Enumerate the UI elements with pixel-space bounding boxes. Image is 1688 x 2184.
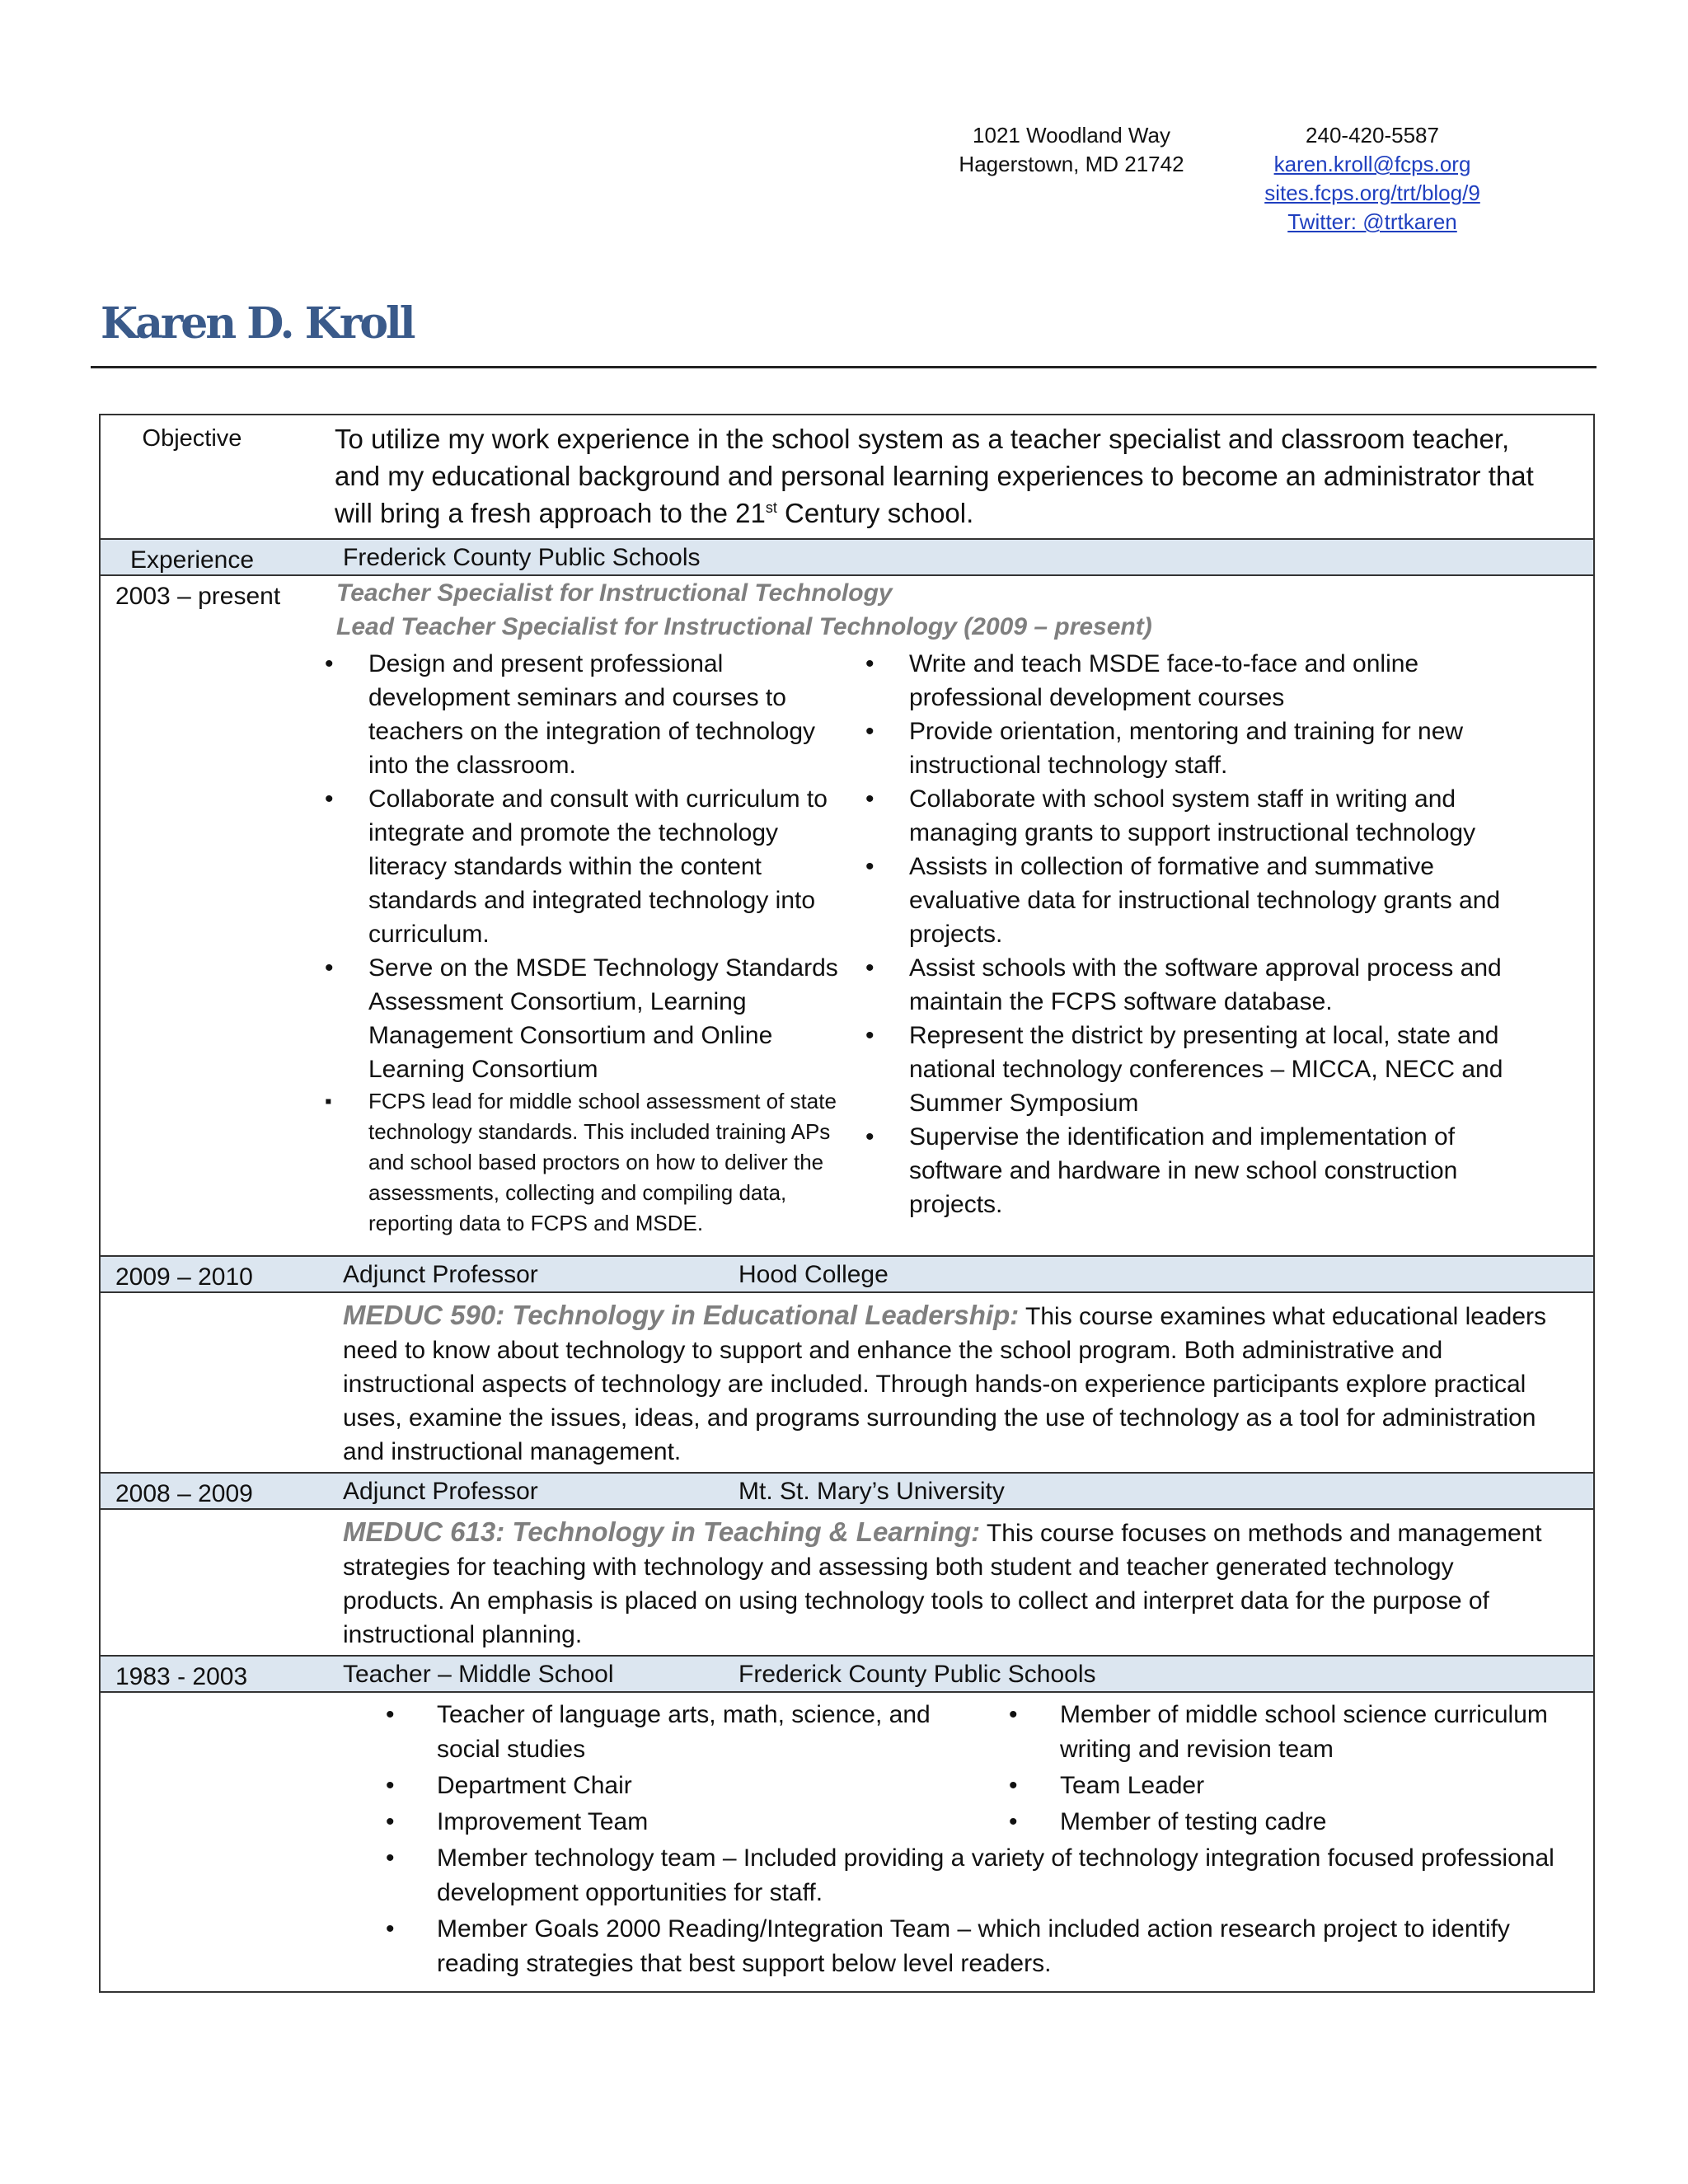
- hood-row: [101, 1291, 1593, 1472]
- objective-row: [101, 415, 1593, 538]
- list-item: • Teacher of language arts, math, science, and social studies: [376, 1698, 999, 1767]
- msm-employer: Mt. St. Mary’s University: [738, 1477, 1005, 1505]
- hood-course-description: This course examines what educational leaders need to know about technology to support and enhance the school program. Both administrative and instructional aspects of technology are included. Through hands-on experience participants explore practical uses, examine the issues, ideas, and programs surrounding the use of technology as a tool for administration and instructional management.: [343, 1303, 1547, 1465]
- msm-position: Adjunct Professor: [343, 1477, 538, 1505]
- objective-text: To utilize my work experience in the school system as a teacher specialist and classroom teacher, and my educational background and personal learning experiences to become an administrator that will bring a fresh approach to the 21st Century school.: [335, 424, 1534, 528]
- teacher-position: Teacher – Middle School: [343, 1660, 614, 1688]
- contact-info: [1220, 121, 1525, 237]
- objective-label: Objective: [142, 425, 242, 452]
- list-item: • Assist schools with the software approval process and maintain the FCPS software database.: [857, 951, 1552, 1019]
- list-item: • Improvement Team: [376, 1805, 999, 1840]
- list-item: • Supervise the identification and implementation of software and hardware in new school construction projects.: [857, 1120, 1552, 1221]
- list-item: • Team Leader: [999, 1769, 1560, 1803]
- experience-header-row: [101, 538, 1593, 574]
- list-item: • Write and teach MSDE face-to-face and online professional development courses: [857, 647, 1552, 715]
- role-title-1: Teacher Specialist for Instructional Technology: [336, 579, 893, 607]
- hood-dates: 2009 – 2010: [115, 1263, 253, 1291]
- fcps-duties-right: [857, 647, 1552, 1239]
- teacher-dates: 1983 - 2003: [115, 1662, 248, 1690]
- fcps-row: [101, 574, 1593, 1255]
- hood-employer: Hood College: [738, 1260, 889, 1288]
- fcps-duties-left: [316, 647, 857, 1239]
- list-item: • Department Chair: [376, 1769, 999, 1803]
- list-item: • Member of testing cadre: [999, 1805, 1560, 1840]
- msm-dates: 2008 – 2009: [115, 1479, 253, 1507]
- msm-header-row: [101, 1472, 1593, 1508]
- list-item: ▪ FCPS lead for middle school assessment of state technology standards. This included training APs and school based proctors on how to deliver the assessments, collecting and compiling data, reporting data to FCPS and MSDE.: [316, 1086, 857, 1239]
- list-item: • Serve on the MSDE Technology Standards Assessment Consortium, Learning Management Consortium and Online Learning Consortium: [316, 951, 857, 1086]
- fcps-employer: Frederick County Public Schools: [343, 543, 701, 571]
- blog-link[interactable]: sites.fcps.org/trt/blog/9: [1264, 180, 1480, 205]
- phone-number: 240-420-5587: [1306, 123, 1439, 148]
- list-item: • Member Goals 2000 Reading/Integration Team – which included action research project to identify reading strategies that best support below level readers.: [376, 1912, 1560, 1981]
- teacher-duties-right: [999, 1698, 1560, 1841]
- teacher-duties-full: [376, 1841, 1560, 1981]
- list-item: • Member technology team – Included providing a variety of technology integration focused professional development opportunities for staff.: [376, 1841, 1560, 1910]
- resume-table: [99, 414, 1595, 1993]
- teacher-duties: [316, 1693, 1593, 1991]
- list-item: • Collaborate and consult with curriculum to integrate and promote the technology literacy standards within the content standards and integrated technology into curriculum.: [316, 782, 857, 951]
- email-link[interactable]: karen.kroll@fcps.org: [1273, 152, 1471, 176]
- teacher-header-row: [101, 1655, 1593, 1691]
- hood-position: Adjunct Professor: [343, 1260, 538, 1288]
- twitter-link[interactable]: Twitter: @trtkaren: [1287, 209, 1457, 234]
- msm-course-description: This course focuses on methods and management strategies for teaching with technology and assessing both student and teacher generated technology products. An emphasis is placed on using technology tools to collect and interpret data for the purpose of instructional planning.: [343, 1520, 1542, 1648]
- msm-course: [316, 1510, 1593, 1655]
- list-item: • Provide orientation, mentoring and training for new instructional technology staff.: [857, 715, 1552, 782]
- hood-header-row: [101, 1255, 1593, 1291]
- teacher-duties-left: [376, 1698, 999, 1841]
- name-divider: [91, 366, 1597, 368]
- list-item: • Assists in collection of formative and summative evaluative data for instructional technology grants and projects.: [857, 850, 1552, 951]
- contact-address: [923, 121, 1220, 179]
- fcps-duties: [316, 644, 1552, 1239]
- address-line-2: Hagerstown, MD 21742: [959, 152, 1184, 176]
- msm-row: [101, 1508, 1593, 1655]
- list-item: • Design and present professional development seminars and courses to teachers on the integration of technology into the classroom.: [316, 647, 857, 782]
- teacher-row: [101, 1691, 1593, 1991]
- list-item: • Collaborate with school system staff in writing and managing grants to support instructional technology: [857, 782, 1552, 850]
- role-title-2: Lead Teacher Specialist for Instructional Technology (2009 – present): [336, 613, 1152, 640]
- msm-course-title: MEDUC 613: Technology in Teaching & Learning:: [343, 1516, 981, 1547]
- fcps-dates: 2003 – present: [115, 583, 281, 610]
- list-item: • Represent the district by presenting at local, state and national technology conferences – MICCA, NECC and Summer Symposium: [857, 1019, 1552, 1120]
- list-item: • Member of middle school science curriculum writing and revision team: [999, 1698, 1560, 1767]
- hood-course-title: MEDUC 590: Technology in Educational Leadership:: [343, 1300, 1020, 1330]
- teacher-employer: Frederick County Public Schools: [738, 1660, 1096, 1688]
- hood-course: [316, 1293, 1593, 1472]
- resume-name: Karen D. Kroll: [101, 298, 414, 349]
- experience-label: Experience: [129, 546, 255, 574]
- address-line-1: 1021 Woodland Way: [973, 123, 1170, 148]
